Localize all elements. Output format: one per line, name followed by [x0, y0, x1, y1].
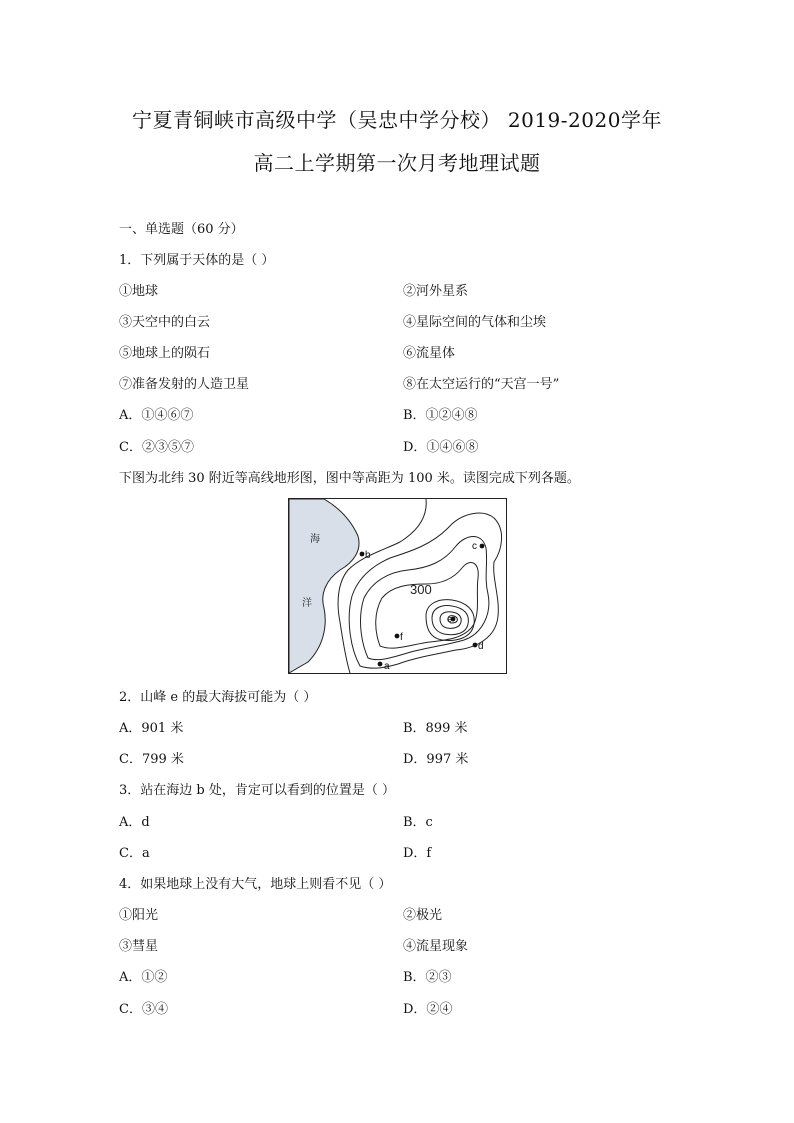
point-d-label: d [478, 641, 484, 652]
q2-option-c: C．799 米 [119, 752, 184, 767]
point-a-label: a [384, 661, 390, 672]
point-e-label: e [447, 614, 453, 624]
q1-item: ④星际空间的气体和尘埃 [403, 315, 547, 330]
point-b [360, 552, 365, 557]
contour-map [288, 498, 507, 674]
point-a [378, 662, 383, 667]
question-1-stem: 1．下列属于天体的是（ ） [119, 253, 275, 268]
q4-item: ①阳光 [119, 908, 159, 923]
q4-option-d: D．②④ [403, 1002, 453, 1017]
sea-label: 海 [310, 534, 320, 545]
point-d [473, 643, 478, 648]
q4-item: ③彗星 [119, 939, 159, 954]
point-f-label: f [400, 632, 403, 643]
question-4-stem: 4．如果地球上没有大气，地球上则看不见（ ） [119, 877, 392, 892]
q1-option-b: B．①②④⑧ [403, 408, 478, 423]
q3-option-b: B．c [403, 815, 433, 830]
q4-option-c: C．③④ [119, 1002, 168, 1017]
q1-item: ⑤地球上的陨石 [119, 346, 211, 361]
point-f [395, 634, 400, 639]
q1-item: ②河外星系 [403, 284, 469, 299]
q1-option-a: A．①④⑥⑦ [119, 408, 194, 423]
point-c-label: c [472, 541, 477, 552]
title-line-1: 宁夏青铜峡市高级中学（吴忠中学分校） 2019-2020学年 [132, 108, 662, 132]
title-line-2: 高二上学期第一次月考地理试题 [253, 151, 541, 175]
q2-option-b: B．899 米 [403, 721, 468, 736]
q2-option-d: D．997 米 [403, 752, 469, 767]
q1-item: ⑦准备发射的人造卫星 [119, 377, 250, 392]
q1-item: ①地球 [119, 284, 159, 299]
q3-option-a: A．d [119, 815, 150, 830]
q3-option-c: C．a [119, 846, 150, 861]
q4-option-a: A．①② [119, 970, 168, 985]
q4-option-b: B．②③ [403, 970, 452, 985]
sea-label: 洋 [302, 598, 312, 609]
q1-option-c: C．②③⑤⑦ [119, 440, 194, 455]
q3-option-d: D．f [403, 846, 432, 861]
q1-item: ⑧在太空运行的“天宫一号” [403, 377, 560, 392]
point-c [480, 544, 485, 549]
question-3-stem: 3．站在海边 b 处，肯定可以看到的位置是（ ） [119, 783, 395, 798]
q4-item: ②极光 [403, 908, 443, 923]
contour-value-label: 300 [410, 582, 432, 597]
q1-item: ③天空中的白云 [119, 315, 211, 330]
q2-option-a: A．901 米 [119, 721, 184, 736]
q1-option-d: D．①④⑥⑧ [403, 440, 479, 455]
question-2-stem: 2．山峰 e 的最大海拔可能为（ ） [119, 690, 317, 705]
section-heading: 一、单选题（60 分） [119, 222, 244, 237]
q1-item: ⑥流星体 [403, 346, 456, 361]
map-intro: 下图为北纬 30 附近等高线地形图，图中等高距为 100 米。读图完成下列各题。 [119, 471, 580, 486]
q4-item: ④流星现象 [403, 939, 469, 954]
point-b-label: b [365, 550, 371, 561]
